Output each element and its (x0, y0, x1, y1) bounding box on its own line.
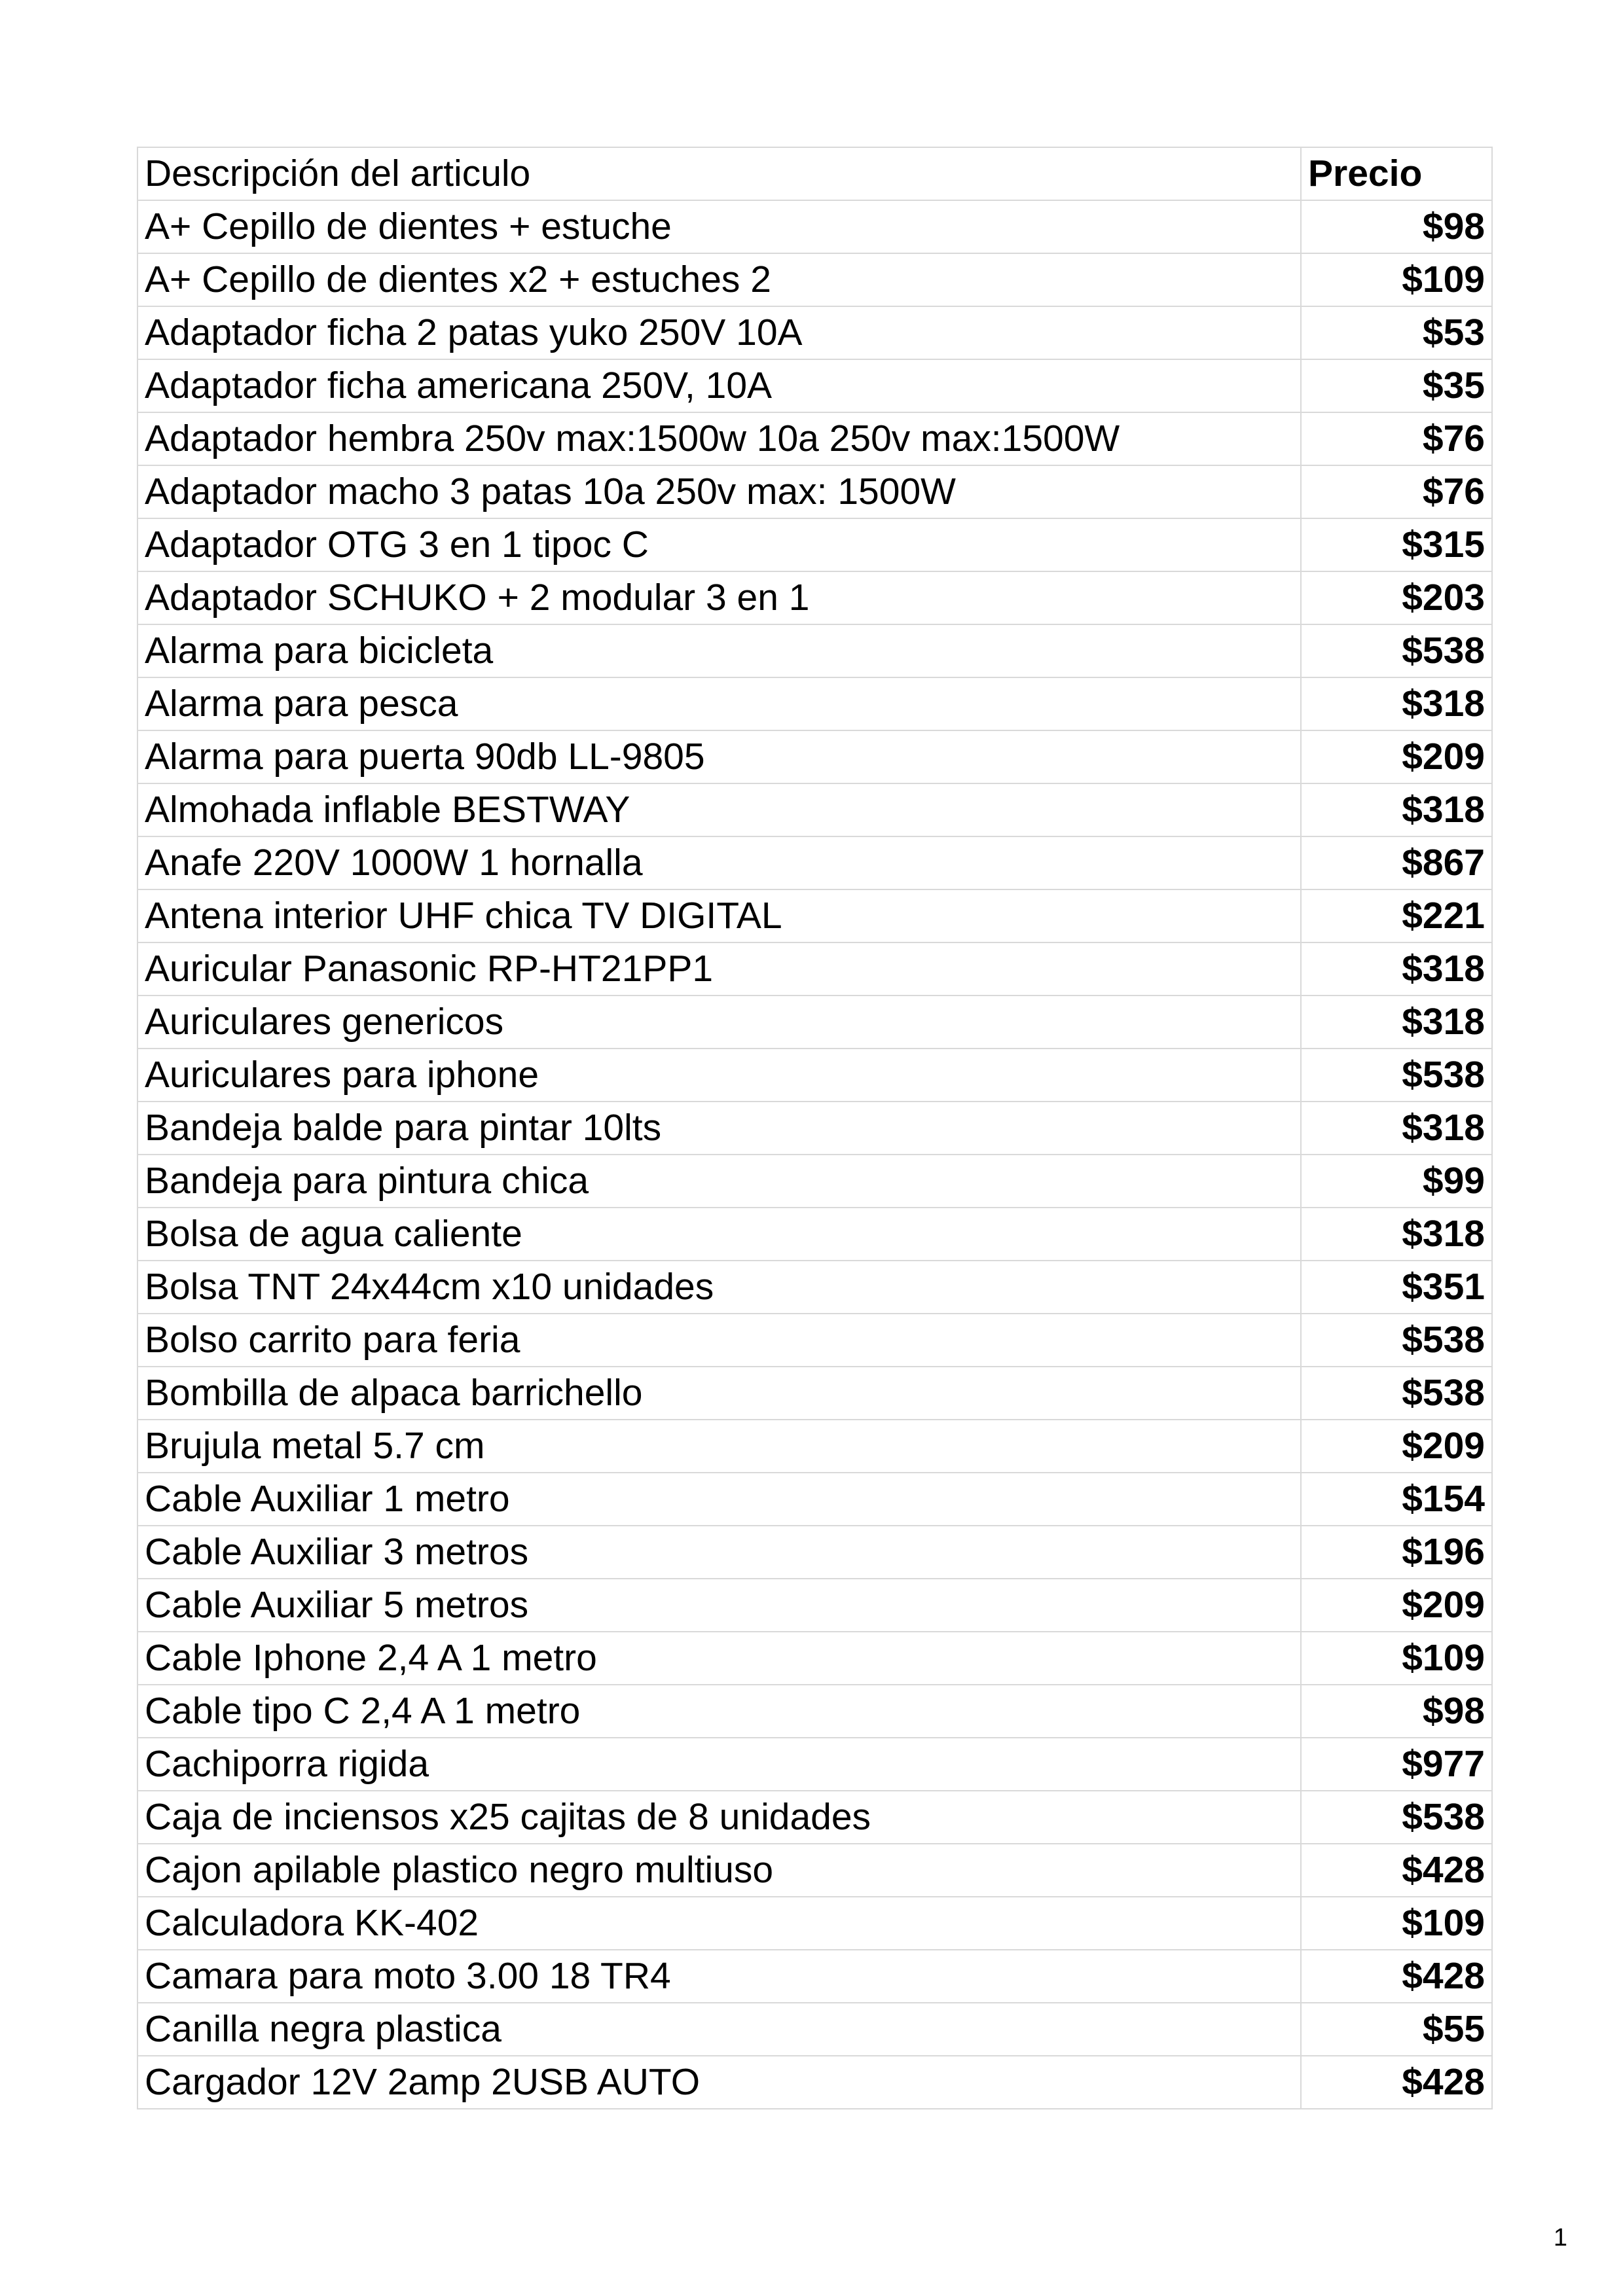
item-description: Cable Auxiliar 1 metro (137, 1473, 1301, 1526)
item-price: $209 (1301, 1420, 1492, 1473)
item-price: $209 (1301, 730, 1492, 783)
table-row (137, 1685, 1492, 1738)
table-row (137, 996, 1492, 1049)
item-description: Canilla negra plastica (137, 2003, 1301, 2056)
table-row (137, 1261, 1492, 1314)
item-price: $318 (1301, 783, 1492, 836)
item-price: $318 (1301, 942, 1492, 996)
item-price: $76 (1301, 412, 1492, 465)
item-description: Auricular Panasonic RP-HT21PP1 (137, 942, 1301, 996)
item-price: $53 (1301, 306, 1492, 359)
item-price: $428 (1301, 1950, 1492, 2003)
table-header-row (137, 147, 1492, 200)
table-row (137, 200, 1492, 253)
table-row (137, 783, 1492, 836)
item-description: Bolsa TNT 24x44cm x10 unidades (137, 1261, 1301, 1314)
item-price: $109 (1301, 253, 1492, 306)
item-price: $203 (1301, 571, 1492, 624)
item-description: Almohada inflable BESTWAY (137, 783, 1301, 836)
table-row (137, 412, 1492, 465)
item-description: Cable Auxiliar 5 metros (137, 1579, 1301, 1632)
table-row (137, 1844, 1492, 1897)
item-description: Bolso carrito para feria (137, 1314, 1301, 1367)
item-description: Adaptador OTG 3 en 1 tipoc C (137, 518, 1301, 571)
table-row (137, 730, 1492, 783)
item-description: Adaptador ficha 2 patas yuko 250V 10A (137, 306, 1301, 359)
item-description: A+ Cepillo de dientes + estuche (137, 200, 1301, 253)
item-price: $98 (1301, 1685, 1492, 1738)
table-row (137, 465, 1492, 518)
item-price: $35 (1301, 359, 1492, 412)
price-table (137, 147, 1493, 2109)
item-description: Cajon apilable plastico negro multiuso (137, 1844, 1301, 1897)
table-row (137, 624, 1492, 677)
item-price: $318 (1301, 677, 1492, 730)
item-price: $538 (1301, 1791, 1492, 1844)
item-description: Caja de inciensos x25 cajitas de 8 unidades (137, 1791, 1301, 1844)
item-price: $538 (1301, 1049, 1492, 1102)
page-number: 1 (1553, 2224, 1567, 2251)
item-description: Adaptador macho 3 patas 10a 250v max: 1500W (137, 465, 1301, 518)
table-row (137, 1314, 1492, 1367)
item-description: Alarma para puerta 90db LL-9805 (137, 730, 1301, 783)
item-price: $538 (1301, 1367, 1492, 1420)
item-description: Bandeja para pintura chica (137, 1155, 1301, 1208)
item-description: Bandeja balde para pintar 10lts (137, 1102, 1301, 1155)
table-row (137, 1897, 1492, 1950)
table-row (137, 571, 1492, 624)
item-price: $318 (1301, 996, 1492, 1049)
header-price: Precio (1301, 147, 1492, 200)
item-price: $99 (1301, 1155, 1492, 1208)
table-row (137, 889, 1492, 942)
item-description: Auriculares genericos (137, 996, 1301, 1049)
item-description: Cable Iphone 2,4 A 1 metro (137, 1632, 1301, 1685)
item-description: Cable tipo C 2,4 A 1 metro (137, 1685, 1301, 1738)
table-row (137, 1420, 1492, 1473)
item-price: $154 (1301, 1473, 1492, 1526)
item-description: Alarma para bicicleta (137, 624, 1301, 677)
table-row (137, 518, 1492, 571)
item-price: $76 (1301, 465, 1492, 518)
item-price: $351 (1301, 1261, 1492, 1314)
item-description: Calculadora KK-402 (137, 1897, 1301, 1950)
item-price: $98 (1301, 200, 1492, 253)
item-price: $209 (1301, 1579, 1492, 1632)
table-row (137, 306, 1492, 359)
table-row (137, 359, 1492, 412)
item-price: $55 (1301, 2003, 1492, 2056)
table-row (137, 1102, 1492, 1155)
item-description: Alarma para pesca (137, 677, 1301, 730)
table-row (137, 2003, 1492, 2056)
item-price: $109 (1301, 1897, 1492, 1950)
item-price: $538 (1301, 1314, 1492, 1367)
item-description: Adaptador hembra 250v max:1500w 10a 250v max:1500W (137, 412, 1301, 465)
item-price: $428 (1301, 1844, 1492, 1897)
table-row (137, 1367, 1492, 1420)
table-row (137, 677, 1492, 730)
item-price: $428 (1301, 2056, 1492, 2109)
item-price: $221 (1301, 889, 1492, 942)
item-description: Brujula metal 5.7 cm (137, 1420, 1301, 1473)
table-row (137, 1738, 1492, 1791)
table-row (137, 836, 1492, 889)
item-price: $318 (1301, 1102, 1492, 1155)
table-row (137, 1950, 1492, 2003)
item-price: $538 (1301, 624, 1492, 677)
item-price: $109 (1301, 1632, 1492, 1685)
price-table-body (137, 147, 1492, 2109)
item-description: Adaptador ficha americana 250V, 10A (137, 359, 1301, 412)
table-row (137, 1473, 1492, 1526)
item-description: Auriculares para iphone (137, 1049, 1301, 1102)
table-row (137, 1526, 1492, 1579)
item-description: A+ Cepillo de dientes x2 + estuches 2 (137, 253, 1301, 306)
item-description: Anafe 220V 1000W 1 hornalla (137, 836, 1301, 889)
table-row (137, 1208, 1492, 1261)
table-row (137, 1579, 1492, 1632)
table-row (137, 942, 1492, 996)
item-price: $196 (1301, 1526, 1492, 1579)
item-price: $315 (1301, 518, 1492, 571)
item-price: $318 (1301, 1208, 1492, 1261)
item-description: Bombilla de alpaca barrichello (137, 1367, 1301, 1420)
item-price: $867 (1301, 836, 1492, 889)
table-row (137, 1632, 1492, 1685)
item-description: Camara para moto 3.00 18 TR4 (137, 1950, 1301, 2003)
table-row (137, 253, 1492, 306)
item-description: Cable Auxiliar 3 metros (137, 1526, 1301, 1579)
item-description: Antena interior UHF chica TV DIGITAL (137, 889, 1301, 942)
table-row (137, 1791, 1492, 1844)
item-description: Cachiporra rigida (137, 1738, 1301, 1791)
item-description: Adaptador SCHUKO + 2 modular 3 en 1 (137, 571, 1301, 624)
table-row (137, 1155, 1492, 1208)
table-row (137, 1049, 1492, 1102)
table-row (137, 2056, 1492, 2109)
item-description: Bolsa de agua caliente (137, 1208, 1301, 1261)
item-description: Cargador 12V 2amp 2USB AUTO (137, 2056, 1301, 2109)
item-price: $977 (1301, 1738, 1492, 1791)
header-description: Descripción del articulo (137, 147, 1301, 200)
